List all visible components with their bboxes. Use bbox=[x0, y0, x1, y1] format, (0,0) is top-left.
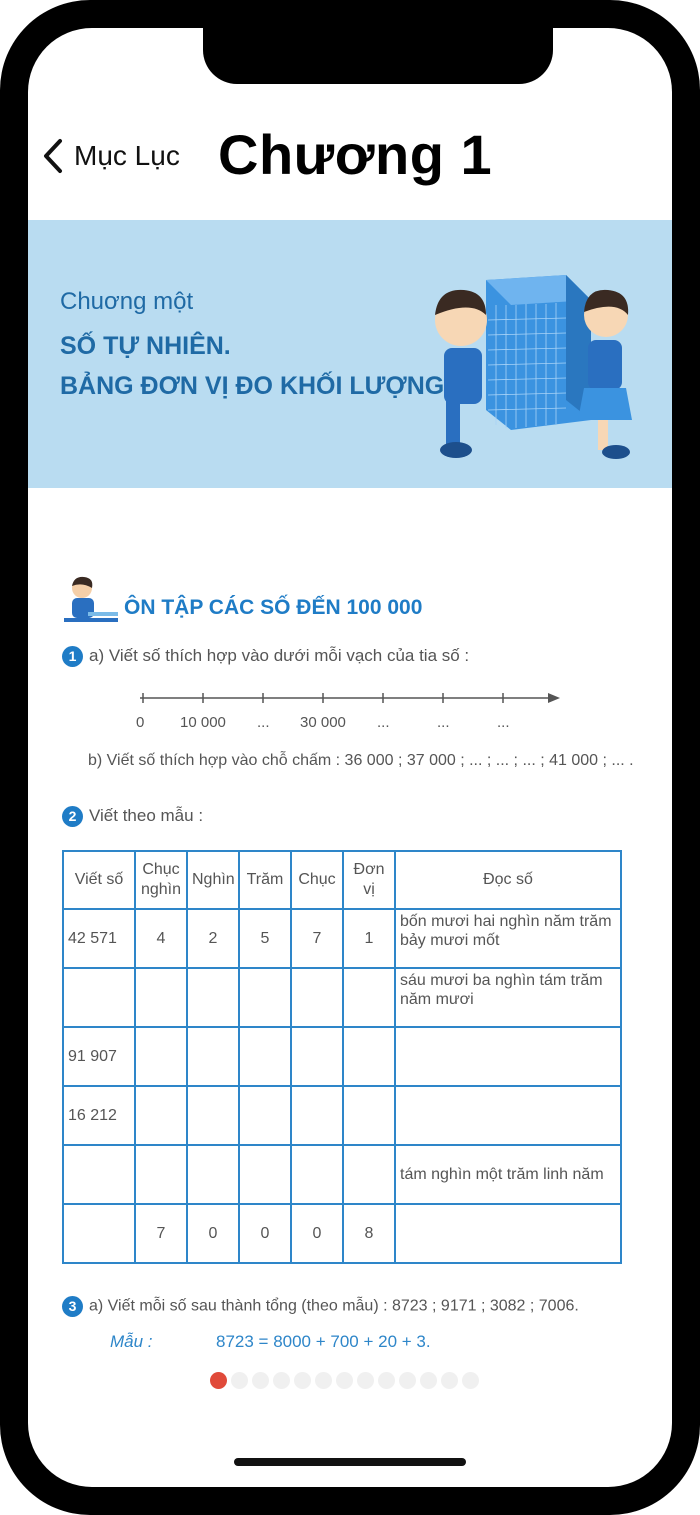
table-cell bbox=[135, 968, 187, 1027]
table-cell bbox=[63, 1145, 135, 1204]
chapter-banner bbox=[28, 220, 672, 488]
table-cell bbox=[187, 1086, 239, 1145]
table-row bbox=[63, 1145, 621, 1204]
table-cell: 4 bbox=[135, 909, 187, 968]
tick-label: ... bbox=[377, 714, 390, 731]
table-cell bbox=[187, 1145, 239, 1204]
table-cell: 16 212 bbox=[63, 1086, 135, 1145]
table-cell bbox=[291, 1086, 343, 1145]
screen bbox=[28, 28, 672, 1487]
section-title: ÔN TẬP CÁC SỐ ĐẾN 100 000 bbox=[124, 596, 423, 619]
page-dot[interactable] bbox=[378, 1372, 395, 1389]
table-cell bbox=[395, 1086, 621, 1145]
table-cell: 0 bbox=[187, 1204, 239, 1263]
notch bbox=[203, 28, 553, 84]
banner-title-line1: SỐ TỰ NHIÊN. bbox=[60, 332, 231, 360]
table-cell bbox=[395, 1204, 621, 1263]
page-dot[interactable] bbox=[273, 1372, 290, 1389]
banner-title-line2: BẢNG ĐƠN VỊ ĐO KHỐI LƯỢNG bbox=[60, 372, 445, 400]
tick-label: ... bbox=[497, 714, 510, 731]
back-label: Mục Lục bbox=[74, 140, 180, 171]
number-line bbox=[140, 688, 560, 708]
exercise-2-text: Viết theo mẫu : bbox=[89, 806, 204, 825]
tick-label: 0 bbox=[136, 714, 145, 731]
exercise-number-3: 3 bbox=[62, 1296, 83, 1317]
table-cell: 5 bbox=[239, 909, 291, 968]
table-cell bbox=[343, 1145, 395, 1204]
exercise-1-part-b: b) Viết số thích hợp vào chỗ chấm : 36 000 ; 37 000 ; ... ; ... ; ... ; 41 000 ; ... . bbox=[88, 752, 634, 769]
table-cell bbox=[343, 1027, 395, 1086]
table-cell bbox=[135, 1086, 187, 1145]
table-cell: 91 907 bbox=[63, 1027, 135, 1086]
example-equation: 8723 = 8000 + 700 + 20 + 3. bbox=[216, 1332, 431, 1351]
page-dot[interactable] bbox=[420, 1372, 437, 1389]
table-cell: 1 bbox=[343, 909, 395, 968]
table-cell bbox=[291, 1145, 343, 1204]
home-indicator[interactable] bbox=[234, 1458, 466, 1466]
page-dot[interactable] bbox=[336, 1372, 353, 1389]
table-cell: 0 bbox=[239, 1204, 291, 1263]
example-label: Mẫu : bbox=[110, 1332, 153, 1351]
table-cell: 7 bbox=[291, 909, 343, 968]
tick-label: 10 000 bbox=[180, 714, 226, 731]
tick-label: ... bbox=[437, 714, 450, 731]
table-cell: 2 bbox=[187, 909, 239, 968]
page-dot[interactable] bbox=[357, 1372, 374, 1389]
tick-label: 30 000 bbox=[300, 714, 346, 731]
table-cell: 8 bbox=[343, 1204, 395, 1263]
exercise-3-text: a) Viết mỗi số sau thành tổng (theo mẫu) : 8723 ; 9171 ; 3082 ; 7006. bbox=[89, 1297, 579, 1315]
table-cell bbox=[135, 1027, 187, 1086]
page-dot[interactable] bbox=[252, 1372, 269, 1389]
exercise-1-text: a) Viết số thích hợp vào dưới mỗi vạch của tia số : bbox=[89, 646, 470, 665]
table-cell: 7 bbox=[135, 1204, 187, 1263]
column-header: Đơn vị bbox=[343, 851, 395, 909]
table-cell bbox=[187, 968, 239, 1027]
page-dot[interactable] bbox=[399, 1372, 416, 1389]
page-dot[interactable] bbox=[441, 1372, 458, 1389]
table-cell bbox=[291, 968, 343, 1027]
table-cell bbox=[135, 1145, 187, 1204]
table-cell: sáu mươi ba nghìn tám trăm năm mươi bbox=[395, 968, 621, 1027]
table-row bbox=[63, 1027, 621, 1086]
table-cell: bốn mươi hai nghìn năm trăm bảy mươi mốt bbox=[395, 909, 621, 968]
table-row bbox=[63, 909, 621, 968]
book-page[interactable] bbox=[28, 214, 672, 1394]
table-cell bbox=[239, 1086, 291, 1145]
exercise-3-part-a bbox=[62, 1296, 579, 1317]
column-header: Nghìn bbox=[187, 851, 239, 909]
page-dot[interactable] bbox=[231, 1372, 248, 1389]
back-button[interactable] bbox=[42, 138, 180, 174]
place-value-table bbox=[62, 850, 622, 1264]
studying-girl-icon bbox=[60, 574, 122, 626]
chevron-left-icon bbox=[42, 138, 64, 174]
table-cell bbox=[239, 1145, 291, 1204]
column-header: Trăm bbox=[239, 851, 291, 909]
page-dot[interactable] bbox=[462, 1372, 479, 1389]
table-header-row bbox=[63, 851, 621, 909]
table-cell bbox=[395, 1027, 621, 1086]
column-header: Đọc số bbox=[395, 851, 621, 909]
table-cell bbox=[63, 1204, 135, 1263]
table-row bbox=[63, 1204, 621, 1263]
table-cell: 42 571 bbox=[63, 909, 135, 968]
table-cell bbox=[63, 968, 135, 1027]
page-dot[interactable] bbox=[315, 1372, 332, 1389]
table-row bbox=[63, 1086, 621, 1145]
table-cell bbox=[343, 1086, 395, 1145]
table-cell bbox=[343, 968, 395, 1027]
exercise-1-part-a bbox=[62, 646, 469, 667]
table-cell bbox=[187, 1027, 239, 1086]
column-header: Viết số bbox=[63, 851, 135, 909]
tick-label: ... bbox=[257, 714, 270, 731]
column-header: Chục bbox=[291, 851, 343, 909]
page-dot[interactable] bbox=[210, 1372, 227, 1389]
kids-with-cube-illustration bbox=[416, 260, 641, 470]
page-indicator[interactable] bbox=[210, 1372, 479, 1390]
table-cell bbox=[239, 968, 291, 1027]
table-cell bbox=[291, 1027, 343, 1086]
navigation-bar bbox=[28, 108, 672, 215]
column-header: Chục nghìn bbox=[135, 851, 187, 909]
exercise-number-2: 2 bbox=[62, 806, 83, 827]
exercise-number-1: 1 bbox=[62, 646, 83, 667]
table-cell: 0 bbox=[291, 1204, 343, 1263]
exercise-2-heading bbox=[62, 806, 203, 827]
page-title: Chương 1 bbox=[218, 123, 493, 186]
banner-chapter-label: Chuơng một bbox=[60, 288, 194, 315]
page-dot[interactable] bbox=[294, 1372, 311, 1389]
table-row bbox=[63, 968, 621, 1027]
table-cell: tám nghìn một trăm linh năm bbox=[395, 1145, 621, 1204]
table-cell bbox=[239, 1027, 291, 1086]
